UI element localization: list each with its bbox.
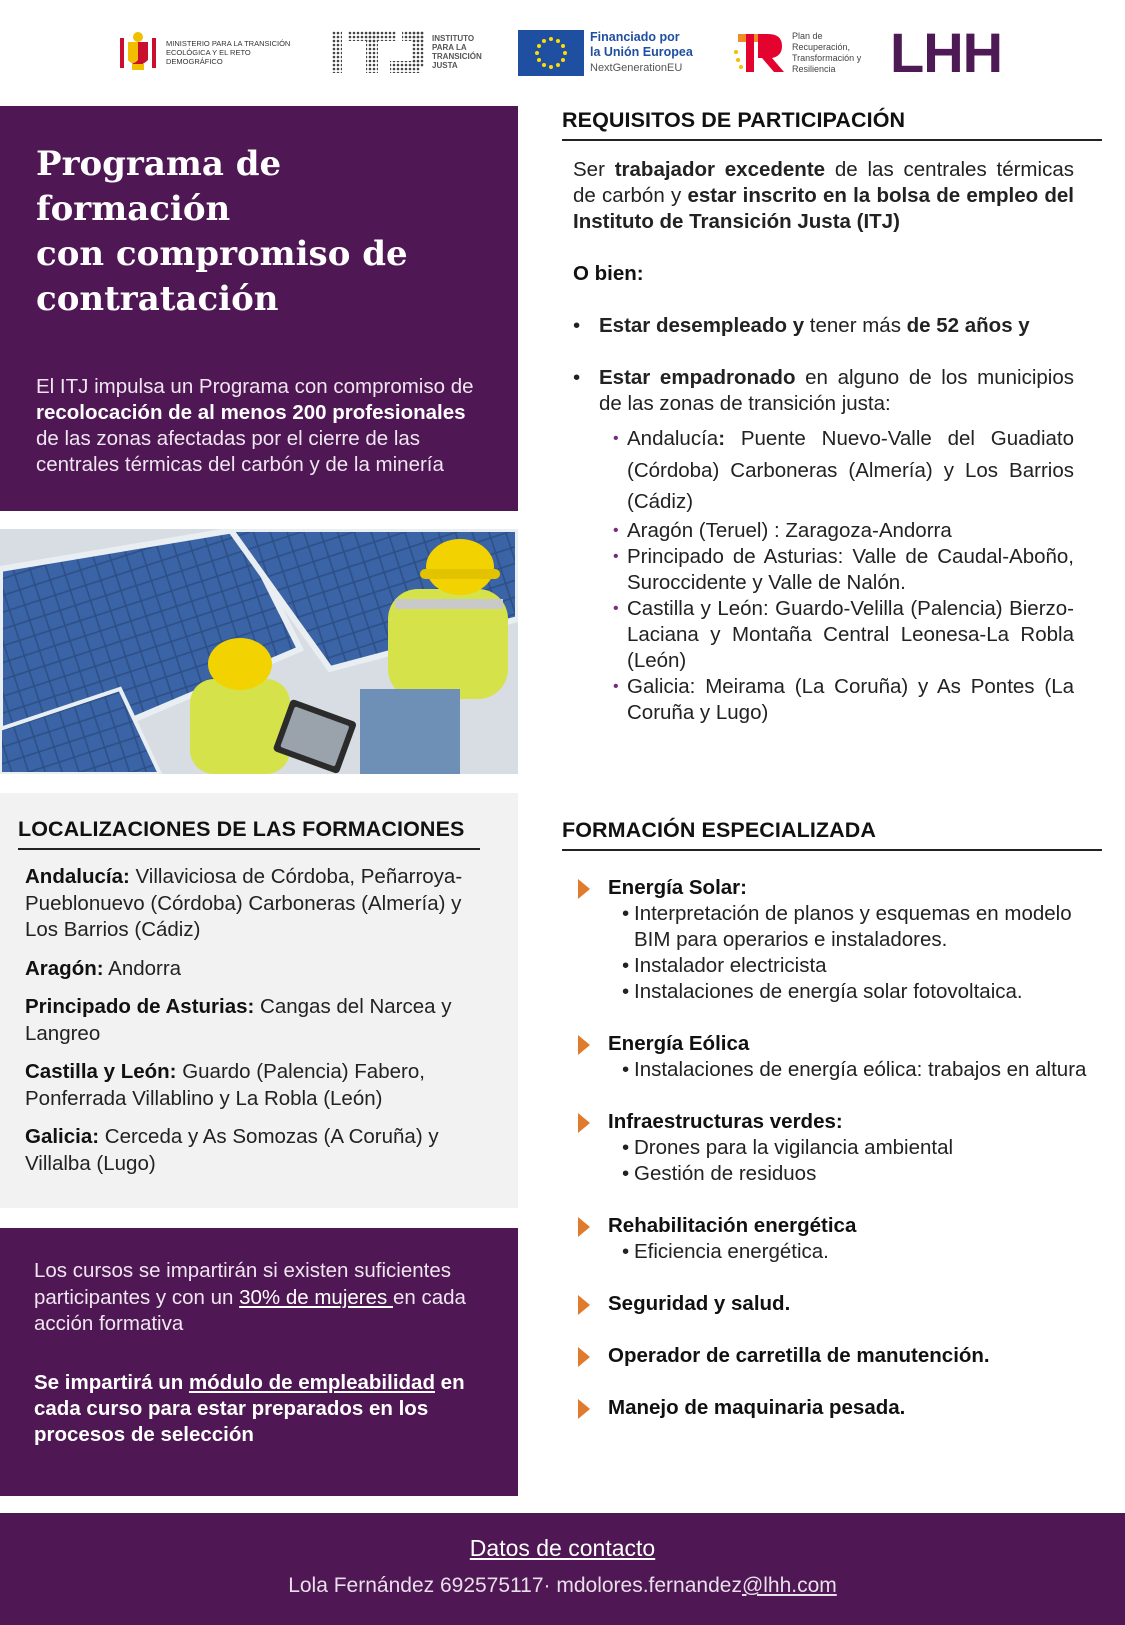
ministerio-logo bbox=[118, 30, 291, 74]
training-item bbox=[574, 1031, 1102, 1083]
training-item bbox=[574, 1213, 1102, 1265]
location-item: Castilla y León: Guardo (Palencia) Fabero, Ponferrada Villablino y La Robla (León) bbox=[25, 1060, 425, 1110]
training-item bbox=[574, 875, 1102, 1005]
locations-title: LOCALIZACIONES DE LAS FORMACIONES bbox=[18, 817, 480, 850]
arrow-right-icon bbox=[578, 1035, 590, 1055]
notes-block bbox=[0, 1228, 518, 1496]
itj-label: INSTITUTO PARA LA TRANSICIÓN JUSTA bbox=[432, 34, 482, 70]
training-heading: Energía Solar: bbox=[608, 876, 747, 899]
training-heading: Operador de carretilla de manutención. bbox=[608, 1344, 990, 1367]
contact-title[interactable]: Datos de contacto bbox=[469, 1535, 656, 1561]
training-subitem: • Interpretación de planos y esquemas en modelo BIM para operarios e instaladores. bbox=[624, 901, 1102, 953]
requirements-lead: Ser trabajador excedente de las centrales térmicas de carbón y estar inscrito en la bolsa de empleo del Instituto de Transición Justa (ITJ) bbox=[573, 158, 1074, 233]
zone-item: • Principado de Asturias: Valle de Caudal-Aboño, Suroccidente y Valle de Nalón. bbox=[613, 544, 1074, 596]
arrow-right-icon bbox=[578, 1399, 590, 1419]
hero-intro: El ITJ impulsa un Programa con compromiso de recolocación de al menos 200 profesionales de las zonas afectadas por el cierre de las centrales térmicas del carbón y de la minería bbox=[36, 375, 474, 476]
prtr-logo bbox=[732, 30, 870, 76]
location-item: Galicia: Cerceda y As Somozas (A Coruña) y Villalba (Lugo) bbox=[25, 1125, 439, 1175]
training-item bbox=[574, 1291, 1102, 1317]
zone-item: • Castilla y León: Guardo-Velilla (Palencia) Bierzo-Laciana y Montaña Central Leonesa-La Robla (León) bbox=[613, 596, 1074, 674]
training-subitem: • Instalaciones de energía solar fotovoltaica. bbox=[624, 979, 1102, 1005]
contact-line: Lola Fernández 692575117· mdolores.fernandez@lhh.com bbox=[288, 1574, 837, 1597]
eu-label-2: la Unión Europea bbox=[590, 45, 693, 59]
contact-footer bbox=[0, 1513, 1125, 1625]
employability-note: Se impartirá un módulo de empleabilidad en cada curso para estar preparados en los procesos de selección bbox=[34, 1370, 465, 1446]
requirement-bullet: • Estar desempleado y tener más de 52 años y bbox=[573, 313, 1074, 339]
training-item bbox=[574, 1109, 1102, 1187]
training-item bbox=[574, 1395, 1102, 1421]
location-item: Aragón: Andorra bbox=[25, 956, 182, 980]
eu-logo bbox=[518, 30, 693, 76]
training-subitem: • Instalaciones de energía eólica: trabajos en altura bbox=[624, 1057, 1102, 1083]
coat-of-arms-icon bbox=[118, 30, 158, 74]
requirement-bullet: • Estar empadronado en alguno de los municipios de las zonas de transición justa: • Andalucía: Puente Nuevo-Valle del Guadiato (Córdoba) Carboneras (Almería) y Los Barrios (Cádiz) • Aragón (Teruel) : Zaragoza-Andorra • Principado de Asturias: Valle de Caudal-Aboño, Suroccidente y Valle de Nalón. • Castilla y León: Guardo-Velilla (Palencia) Bierzo-Laciana y Montaña Central Leonesa-La Robla (León) • Galicia: Meirama (La Coruña) y As Pontes (La Coruña y Lugo) bbox=[573, 365, 1074, 726]
zones-list bbox=[599, 423, 1074, 726]
training-heading: Rehabilitación energética bbox=[608, 1214, 857, 1237]
zone-item: • Galicia: Meirama (La Coruña) y As Pontes (La Coruña y Lugo) bbox=[613, 674, 1074, 726]
lhh-logo: LHH bbox=[890, 20, 1003, 84]
location-item: Principado de Asturias: Cangas del Narcea y Langreo bbox=[25, 995, 452, 1045]
arrow-right-icon bbox=[578, 1347, 590, 1367]
zone-item: • Aragón (Teruel) : Zaragoza-Andorra bbox=[613, 518, 1074, 544]
logo-bar bbox=[0, 0, 1125, 100]
training-section bbox=[562, 818, 1102, 1447]
training-subitem: • Instalador electricista bbox=[624, 953, 1102, 979]
arrow-right-icon bbox=[578, 1295, 590, 1315]
location-item: Andalucía: Villaviciosa de Córdoba, Peñarroya-Pueblonuevo (Córdoba) Carboneras (Almería) y Los Barrios (Cádiz) bbox=[25, 865, 463, 941]
women-quota-note: Los cursos se impartirán si existen suficientes participantes y con un 30% de mujeres en cada acción formativa bbox=[34, 1259, 466, 1335]
requirements-title: REQUISITOS DE PARTICIPACIÓN bbox=[562, 108, 1102, 141]
locations-section bbox=[0, 793, 518, 1208]
prtr-label: Plan de Recuperación, Transformación y Resiliencia bbox=[792, 31, 862, 74]
page-title: Programa de formación con compromiso de contratación bbox=[36, 144, 408, 319]
training-heading: Manejo de maquinaria pesada. bbox=[608, 1396, 906, 1419]
itj-mark-icon bbox=[332, 31, 426, 73]
training-title: FORMACIÓN ESPECIALIZADA bbox=[562, 818, 1102, 851]
ministerio-label: MINISTERIO PARA LA TRANSICIÓN ECOLÓGICA Y EL RETO DEMOGRÁFICO bbox=[166, 38, 291, 66]
training-subitem: • Gestión de residuos bbox=[624, 1161, 1102, 1187]
training-heading: Infraestructuras verdes: bbox=[608, 1110, 843, 1133]
requirements-section bbox=[562, 108, 1102, 726]
contact-email-link[interactable]: @lhh.com bbox=[741, 1574, 837, 1597]
arrow-right-icon bbox=[578, 1217, 590, 1237]
eu-label-1: Financiado por bbox=[590, 30, 680, 44]
training-subitem: • Eficiencia energética. bbox=[624, 1239, 1102, 1265]
training-subitem: • Drones para la vigilancia ambiental bbox=[624, 1135, 1102, 1161]
training-heading: Energía Eólica bbox=[608, 1032, 750, 1055]
hero-block bbox=[0, 106, 518, 511]
requirements-or: O bien: bbox=[573, 262, 644, 285]
locations-list bbox=[18, 864, 500, 1177]
prtr-mark-icon bbox=[732, 30, 786, 76]
zone-item: • Andalucía: Puente Nuevo-Valle del Guadiato (Córdoba) Carboneras (Almería) y Los Barrios (Cádiz) bbox=[613, 423, 1074, 518]
eu-label-3: NextGenerationEU bbox=[590, 62, 683, 74]
training-item bbox=[574, 1343, 1102, 1369]
training-heading: Seguridad y salud. bbox=[608, 1292, 791, 1315]
itj-logo bbox=[332, 30, 490, 74]
training-list bbox=[562, 875, 1102, 1421]
arrow-right-icon bbox=[578, 879, 590, 899]
eu-flag-icon bbox=[518, 30, 584, 76]
arrow-right-icon bbox=[578, 1113, 590, 1133]
solar-workers-photo bbox=[0, 529, 518, 774]
